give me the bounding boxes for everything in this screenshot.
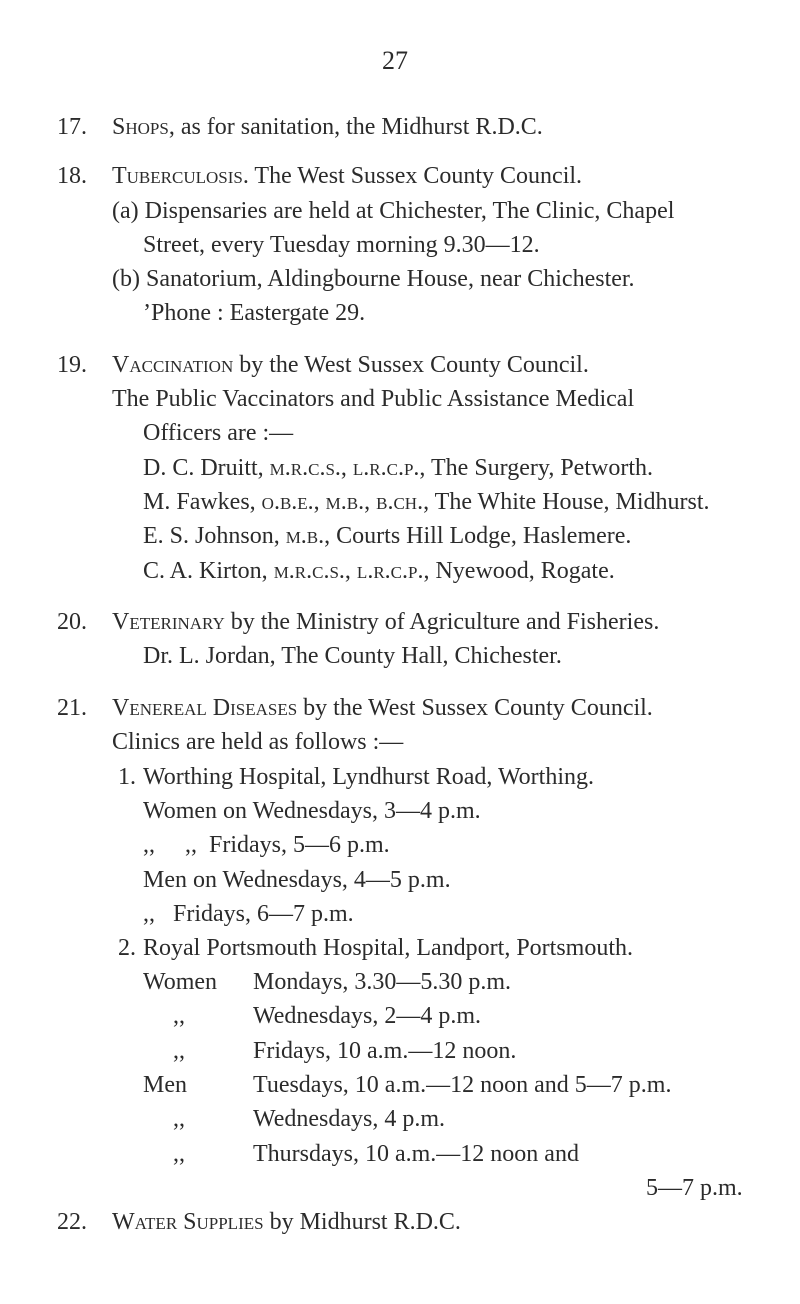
officer-qualifications: o.b.e., m.b., b.ch., bbox=[261, 489, 430, 515]
officer-address: The Surgery, Petworth. bbox=[431, 455, 653, 481]
section-17-rest: , as for sanitation, the Midhurst R.D.C. bbox=[168, 114, 543, 140]
clinic-1-line: Women on Wednesdays, 3—4 p.m. bbox=[143, 798, 481, 824]
section-22-rest: by Midhurst R.D.C. bbox=[263, 1209, 461, 1235]
section-21-rest: by the West Sussex County Council. bbox=[297, 695, 653, 721]
clinic-2-number: 2. bbox=[118, 935, 136, 961]
section-20-heading: Veterinary bbox=[112, 609, 225, 635]
section-19-rest: by the West Sussex County Council. bbox=[233, 352, 589, 378]
officer-name: D. C. Druitt, bbox=[143, 455, 264, 481]
officer-address: Courts Hill Lodge, Haslemere. bbox=[336, 523, 632, 549]
section-22-text bbox=[112, 1210, 461, 1234]
section-18-heading: Tuberculosis bbox=[112, 163, 243, 189]
clinic-1-line: ,, ,, Fridays, 5—6 p.m. bbox=[143, 832, 390, 858]
section-21-text bbox=[112, 696, 653, 720]
section-17-text bbox=[112, 115, 543, 139]
clinic-2-tail: 5—7 p.m. bbox=[646, 1175, 743, 1201]
section-19-text bbox=[112, 353, 589, 377]
section-20-line1: Dr. L. Jordan, The County Hall, Chichester. bbox=[143, 643, 562, 669]
officer-address: Nyewood, Rogate. bbox=[435, 558, 615, 584]
clinic-1-line: ,, Fridays, 6—7 p.m. bbox=[143, 901, 354, 927]
officer-address: The White House, Midhurst. bbox=[434, 489, 710, 515]
clinic-1-title: Worthing Hospital, Lyndhurst Road, Worthing. bbox=[143, 764, 595, 790]
section-21-heading: Venereal Diseases bbox=[112, 695, 298, 721]
section-18-number: 18. bbox=[57, 163, 87, 189]
section-18-a-line1: (a) Dispensaries are held at Chichester, The Clinic, Chapel bbox=[112, 198, 675, 224]
clinic-2-when: Thursdays, 10 a.m.—12 noon and bbox=[253, 1141, 579, 1167]
page-number: 27 bbox=[382, 46, 408, 75]
officer-name: M. Fawkes, bbox=[143, 489, 256, 515]
section-21-number: 21. bbox=[57, 695, 87, 721]
clinic-2-who: Women bbox=[143, 969, 218, 995]
section-19-line1: The Public Vaccinators and Public Assistance Medical bbox=[112, 386, 635, 412]
section-19-heading: Vaccination bbox=[112, 352, 234, 378]
section-18-rest: . The West Sussex County Council. bbox=[242, 163, 583, 189]
clinic-2-who: Men bbox=[143, 1072, 187, 1098]
clinic-2-who: ,, bbox=[173, 1003, 185, 1029]
clinic-1-number: 1. bbox=[118, 764, 136, 790]
section-18-text bbox=[112, 164, 582, 188]
officer-row bbox=[143, 490, 710, 514]
clinic-2-when: Mondays, 3.30—5.30 p.m. bbox=[253, 969, 511, 995]
clinic-2-title: Royal Portsmouth Hospital, Landport, Portsmouth. bbox=[143, 935, 633, 961]
section-17-number: 17. bbox=[57, 114, 87, 140]
section-20-number: 20. bbox=[57, 609, 87, 635]
clinic-2-when: Fridays, 10 a.m.—12 noon. bbox=[253, 1038, 517, 1064]
section-18-b-line2: ’Phone : Eastergate 29. bbox=[143, 300, 366, 326]
officer-qualifications: m.r.c.s., l.r.c.p., bbox=[273, 558, 430, 584]
section-22-heading: Water Supplies bbox=[112, 1209, 264, 1235]
section-21-line1: Clinics are held as follows :— bbox=[112, 729, 404, 755]
section-20-rest: by the Ministry of Agriculture and Fisheries. bbox=[224, 609, 660, 635]
section-22-number: 22. bbox=[57, 1209, 87, 1235]
clinic-2-when: Wednesdays, 4 p.m. bbox=[253, 1106, 446, 1132]
clinic-1-line: Men on Wednesdays, 4—5 p.m. bbox=[143, 867, 451, 893]
clinic-2-when: Tuesdays, 10 a.m.—12 noon and 5—7 p.m. bbox=[253, 1072, 672, 1098]
section-19-number: 19. bbox=[57, 352, 87, 378]
section-18-a-line2: Street, every Tuesday morning 9.30—12. bbox=[143, 232, 540, 258]
clinic-2-when: Wednesdays, 2—4 p.m. bbox=[253, 1003, 482, 1029]
officer-name: E. S. Johnson, bbox=[143, 523, 280, 549]
section-17-heading: Shops bbox=[112, 114, 169, 140]
officer-row bbox=[143, 559, 615, 583]
section-20-text bbox=[112, 610, 659, 634]
officer-qualifications: m.b., bbox=[285, 523, 331, 549]
clinic-2-who: ,, bbox=[173, 1106, 185, 1132]
clinic-2-who: ,, bbox=[173, 1038, 185, 1064]
clinic-2-who: ,, bbox=[173, 1141, 185, 1167]
officer-row bbox=[143, 456, 653, 480]
officer-qualifications: m.r.c.s., l.r.c.p., bbox=[269, 455, 426, 481]
officer-name: C. A. Kirton, bbox=[143, 558, 268, 584]
section-18-b-line1: (b) Sanatorium, Aldingbourne House, near Chichester. bbox=[112, 266, 635, 292]
officer-row bbox=[143, 524, 631, 548]
section-19-line2: Officers are :— bbox=[143, 420, 294, 446]
